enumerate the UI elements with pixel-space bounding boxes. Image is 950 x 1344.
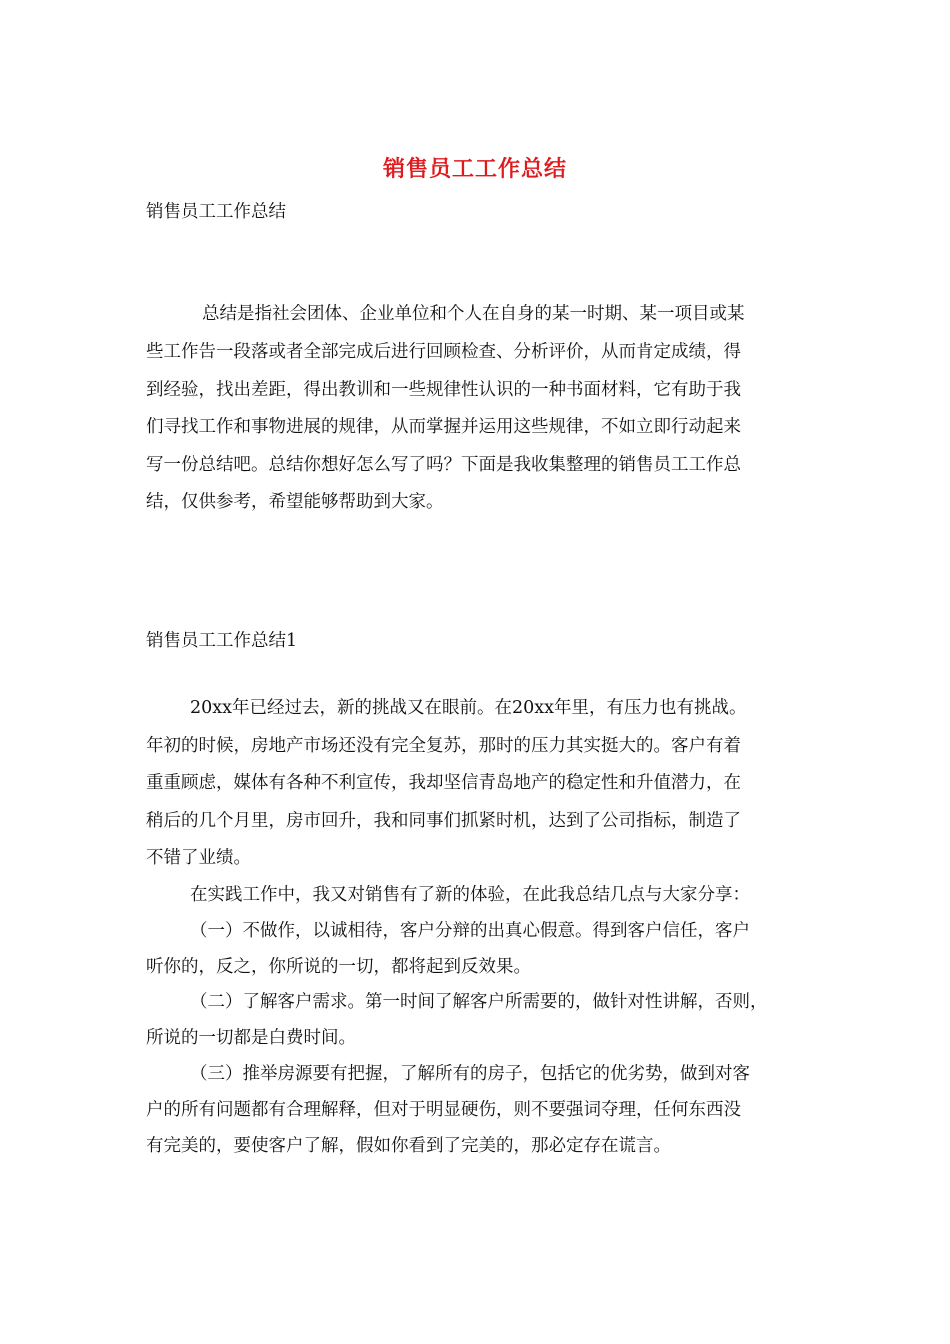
- body-line: 户的所有问题都有合理解释，但对于明显硬伤，则不要强词夺理，任何东西没: [146, 1100, 741, 1120]
- body-line: 在实践工作中，我又对销售有了新的体验，在此我总结几点与大家分享：: [190, 885, 750, 905]
- body-line: 不错了业绩。: [146, 848, 251, 868]
- intro-line: 结，仅供参考，希望能够帮助到大家。: [146, 492, 444, 512]
- body-line: 有完美的，要使客户了解，假如你看到了完美的，那必定存在谎言。: [146, 1136, 671, 1156]
- intro-line: 些工作告一段落或者全部完成后进行回顾检查、分析评价，从而肯定成绩，得: [146, 342, 741, 362]
- body-line: （二）了解客户需求。第一时间了解客户所需要的，做针对性讲解，否则，: [190, 992, 768, 1012]
- intro-line: 们寻找工作和事物进展的规律，从而掌握并运用这些规律，不如立即行动起来: [146, 417, 741, 437]
- section-heading: 销售员工工作总结1: [146, 631, 298, 651]
- body-line: 稍后的几个月里，房市回升，我和同事们抓紧时机，达到了公司指标，制造了: [146, 811, 741, 831]
- body-line: （三）推举房源要有把握，了解所有的房子，包括它的优劣势，做到对客: [190, 1064, 750, 1084]
- body-line: 重重顾虑，媒体有各种不利宣传，我却坚信青岛地产的稳定性和升值潜力，在: [146, 773, 741, 793]
- intro-line: 总结是指社会团体、企业单位和个人在自身的某一时期、某一项目或某: [202, 304, 745, 324]
- document-title: 销售员工工作总结: [382, 157, 567, 182]
- body-line: （一）不做作，以诚相待，客户分辩的出真心假意。得到客户信任，客户: [190, 921, 750, 941]
- body-line: 听你的，反之，你所说的一切，都将起到反效果。: [146, 957, 531, 977]
- body-line: 所说的一切都是白费时间。: [146, 1028, 356, 1048]
- intro-line: 到经验，找出差距，得出教训和一些规律性认识的一种书面材料，它有助于我: [146, 380, 741, 400]
- intro-line: 写一份总结吧。总结你想好怎么写了吗？下面是我收集整理的销售员工工作总: [146, 455, 741, 475]
- document-subtitle: 销售员工工作总结: [146, 202, 286, 222]
- body-line: 20xx年已经过去，新的挑战又在眼前。在20xx年里，有压力也有挑战。: [190, 698, 747, 718]
- body-line: 年初的时候，房地产市场还没有完全复苏，那时的压力其实挺大的。客户有着: [146, 736, 741, 756]
